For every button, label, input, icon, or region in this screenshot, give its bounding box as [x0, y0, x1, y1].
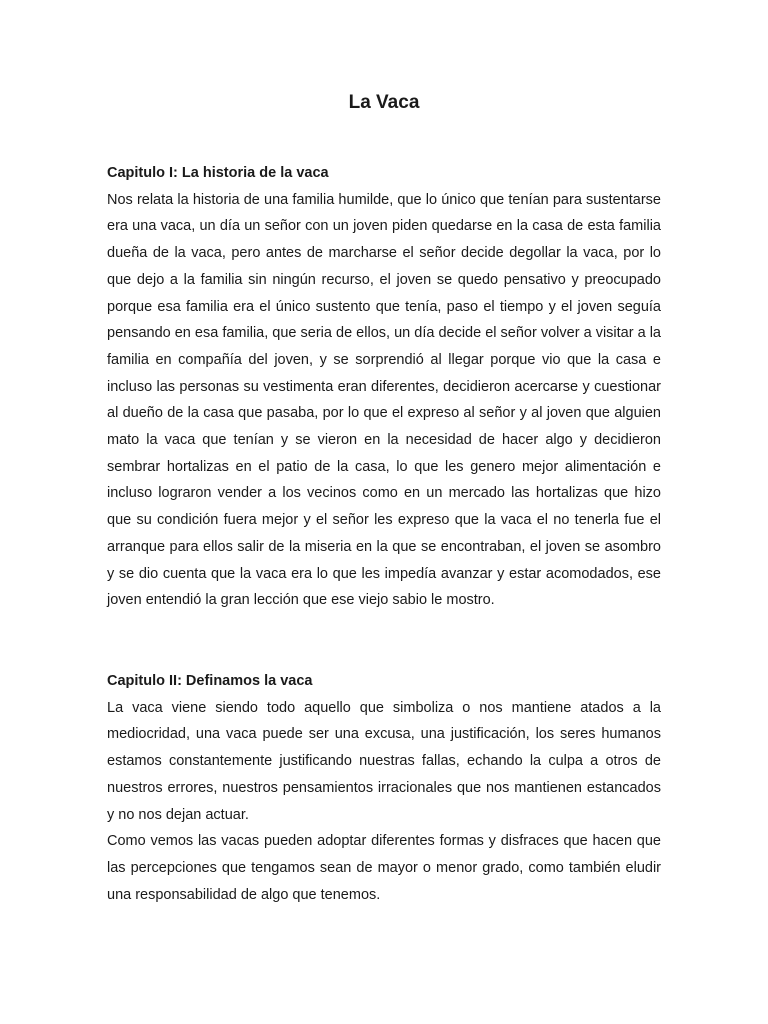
chapter-2-heading: Capitulo II: Definamos la vaca	[107, 673, 313, 689]
chapter-2-paragraph-1: La vaca viene siendo todo aquello que simboliza o nos mantiene atados a la mediocridad, una vaca puede ser una excusa, una justificación, los seres humanos estamos constantemente justificando nuestras fallas, echando la culpa a otros de nuestros errores, nuestros pensamientos irracionales que nos mantienen estancados y no nos dejan actuar.	[107, 699, 661, 823]
chapter-2-section	[107, 668, 661, 908]
chapter-1-paragraph: Nos relata la historia de una familia humilde, que lo único que tenían para sustentarse era una vaca, un día un señor con un joven piden quedarse en la casa de esta familia dueña de la vaca, pero antes de marcharse el señor decide degollar la vaca, por lo que dejo a la familia sin ningún recurso, el joven se quedo pensativo y preocupado porque esa familia era el único sustento que tenía, paso el tiempo y el joven seguía pensando en esa familia, que seria de ellos, un día decide el señor volver a visitar a la familia en compañía del joven, y se sorprendió al llegar porque vio que la casa e incluso las personas su vestimenta eran diferentes, decidieron acercarse y cuestionar al dueño de la casa que pasaba, por lo que el expreso al señor y al joven que alguien mato la vaca que tenían y se vieron en la necesidad de hacer algo y decidieron sembrar hortalizas en el patio de la casa, lo que les genero mejor alimentación e incluso lograron vender a los vecinos como en un mercado las hortalizas que hizo que su condición fuera mejor y el señor les expreso que la vaca el no tenerla fue el arranque para ellos salir de la miseria en la que se encontraban, el joven se asombro y se dio cuenta que la vaca era lo que les impedía avanzar y estar acomodados, ese joven entendió la gran lección que ese viejo sabio le mostro.	[107, 191, 661, 609]
chapter-2-paragraph-2: Como vemos las vacas pueden adoptar diferentes formas y disfraces que hacen que las percepciones que tengamos sean de mayor o menor grado, como también eludir una responsabilidad de algo que tenemos.	[107, 833, 661, 903]
page-title: La Vaca	[348, 92, 420, 113]
chapter-1-heading: Capitulo I: La historia de la vaca	[107, 165, 329, 181]
chapter-1-section	[107, 160, 661, 614]
